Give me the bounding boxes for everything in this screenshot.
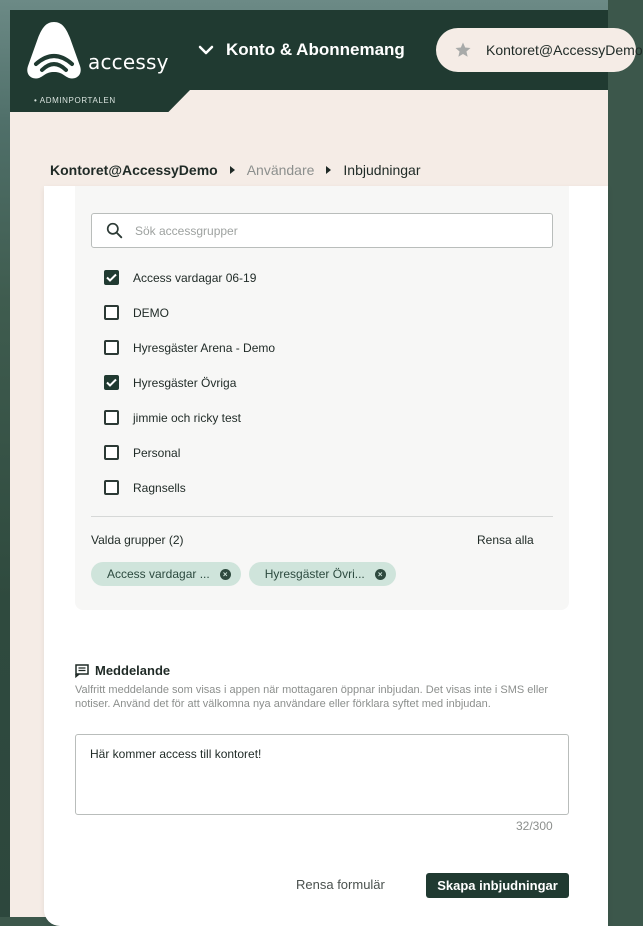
remove-chip-icon[interactable]: ×: [220, 569, 231, 580]
selected-group-chip: [249, 562, 396, 586]
menu-label: Konto & Abonnemang: [226, 40, 405, 59]
group-item[interactable]: [104, 470, 544, 505]
group-item[interactable]: [104, 435, 544, 470]
clear-all-button[interactable]: Rensa alla: [477, 533, 534, 547]
message-help-text: Valfritt meddelande som visas i appen när mottagaren öppnar inbjudan. Det visas inte i SMS eller notiser. Använd det för att välkomna nya användare eller förklara syftet med inbjudan.: [75, 684, 549, 710]
invitation-form-card: [44, 186, 608, 926]
group-label: jimmie och ricky test: [133, 410, 242, 425]
group-label: Ragnsells: [133, 480, 186, 495]
message-title-text: Meddelande: [95, 663, 171, 678]
group-item[interactable]: [104, 365, 544, 400]
check-icon: [106, 273, 117, 282]
accessy-logo[interactable]: [26, 20, 169, 80]
account-name: Kontoret@AccessyDemo: [486, 42, 643, 58]
chip-label: Access vardagar ...: [107, 567, 210, 581]
accessy-logo-mark-icon: [26, 20, 82, 80]
search-icon: [106, 222, 123, 239]
account-subscription-menu[interactable]: [198, 38, 405, 62]
create-invitations-button[interactable]: Skapa inbjudningar: [426, 873, 569, 898]
checkbox[interactable]: [104, 340, 119, 355]
checkbox-checked[interactable]: [104, 375, 119, 390]
app-window: [10, 10, 643, 917]
search-input[interactable]: [135, 224, 515, 238]
selected-group-chips: [91, 562, 396, 586]
checkbox[interactable]: [104, 480, 119, 495]
group-label: Hyresgäster Arena - Demo: [133, 340, 276, 355]
checkbox[interactable]: [104, 410, 119, 425]
caret-right-icon: [326, 166, 331, 174]
checkbox-checked[interactable]: [104, 270, 119, 285]
group-list: [104, 260, 544, 505]
breadcrumb-current: Inbjudningar: [343, 162, 421, 178]
group-item[interactable]: [104, 295, 544, 330]
group-label: Personal: [133, 445, 181, 460]
check-icon: [106, 378, 117, 387]
message-icon: [75, 664, 89, 677]
checkbox[interactable]: [104, 305, 119, 320]
star-icon: [454, 41, 472, 59]
reset-form-button[interactable]: Rensa formulär: [296, 877, 385, 892]
breadcrumb-users[interactable]: Användare: [246, 162, 315, 178]
admin-portal-label: • ADMINPORTALEN: [34, 96, 116, 105]
group-search-field[interactable]: [91, 213, 553, 248]
caret-right-icon: [230, 166, 235, 174]
group-item[interactable]: [104, 260, 544, 295]
selected-groups-title: Valda grupper (2): [91, 533, 184, 547]
access-groups-panel: [75, 186, 569, 610]
chip-label: Hyresgäster Övri...: [264, 567, 365, 581]
selected-group-chip: [91, 562, 241, 586]
group-item[interactable]: [104, 330, 544, 365]
top-navigation-bar: [10, 10, 643, 90]
brand-name: accessy: [88, 50, 169, 74]
account-switcher[interactable]: [436, 28, 643, 72]
group-label: Access vardagar 06-19: [133, 270, 257, 285]
group-label: DEMO: [133, 305, 169, 320]
group-item[interactable]: [104, 400, 544, 435]
chevron-down-icon: [198, 45, 214, 55]
character-counter: 32/300: [516, 819, 553, 833]
checkbox[interactable]: [104, 445, 119, 460]
divider: [91, 516, 553, 517]
group-label: Hyresgäster Övriga: [133, 375, 237, 390]
breadcrumb: [50, 160, 420, 180]
breadcrumb-org[interactable]: Kontoret@AccessyDemo: [50, 162, 218, 178]
remove-chip-icon[interactable]: ×: [375, 569, 386, 580]
message-section-title: [75, 663, 170, 678]
message-textarea[interactable]: Här kommer access till kontoret!: [75, 734, 569, 815]
